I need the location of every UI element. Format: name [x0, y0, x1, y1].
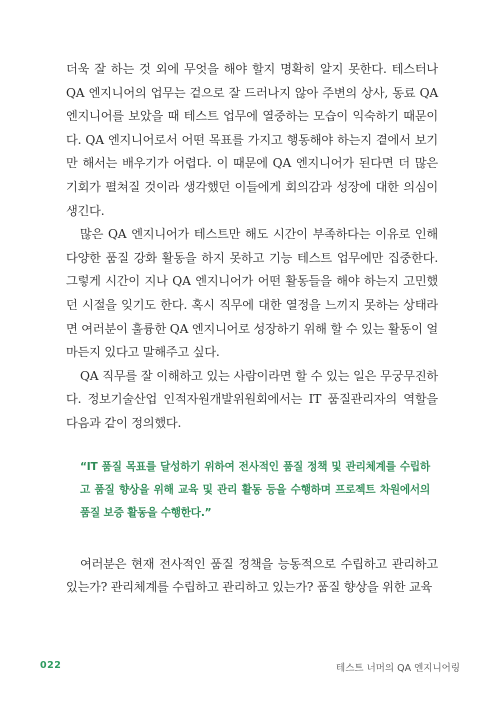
body-paragraph-4: 여러분은 현재 전사적인 품질 정책을 능동적으로 수립하고 관리하고 있는가? 관리체계를 수립하고 관리하고 있는가? 품질 향상을 위한 교육 [66, 556, 438, 595]
running-title: 테스트 너머의 QA 엔지니어링 [336, 663, 460, 674]
page-body [66, 58, 438, 600]
body-paragraph-3: QA 직무를 잘 이해하고 있는 사람이라면 할 수 있는 일은 무궁무진하다. 정보기술산업 인적자원개발위원회에서는 IT 품질관리자의 역할을 다음과 같이 정의했다. [66, 368, 438, 430]
page-footer [40, 660, 460, 674]
body-paragraph-2: 많은 QA 엔지니어가 테스트만 해도 시간이 부족하다는 이유로 인해 다양한 품질 강화 활동을 하지 못하고 기능 테스트 업무에만 집중한다. 그렇게 시간이 지나 QA 엔지니어가 어떤 활동들을 해야 하는지 고민했던 시절을 잊기도 한다. 혹시 직무에 대한 열정을 느끼지 못하는 상태라면 여러분이 훌륭한 QA 엔지니어로 성장하기 위해 할 수 있는 활동이 얼마든지 있다고 말해주고 싶다. [66, 227, 438, 360]
definition-quote: “IT 품질 목표를 달성하기 위하여 전사적인 품질 정책 및 관리체계를 수립하고 품질 향상을 위해 교육 및 관리 활동 등을 수행하며 프로젝트 차원에서의 품질 보증 활동을 수행한다.” [80, 460, 430, 519]
body-paragraph-1: 더욱 잘 하는 것 외에 무엇을 해야 할지 명확히 알지 못한다. 테스터나 QA 엔지니어의 업무는 겉으로 잘 드러나지 않아 주변의 상사, 동료 QA 엔지니어를 보았을 때 테스트 업무에 열중하는 모습이 익숙하기 때문이다. QA 엔지니어로서 어떤 목표를 가지고 행동해야 하는지 곁에서 보기만 해서는 배우기가 어렵다. 이 때문에 QA 엔지니어가 된다면 더 많은 기회가 펼쳐질 것이라 생각했던 이들에게 회의감과 성장에 대한 의심이 생긴다. [66, 62, 438, 218]
page-number: 022 [40, 660, 62, 671]
